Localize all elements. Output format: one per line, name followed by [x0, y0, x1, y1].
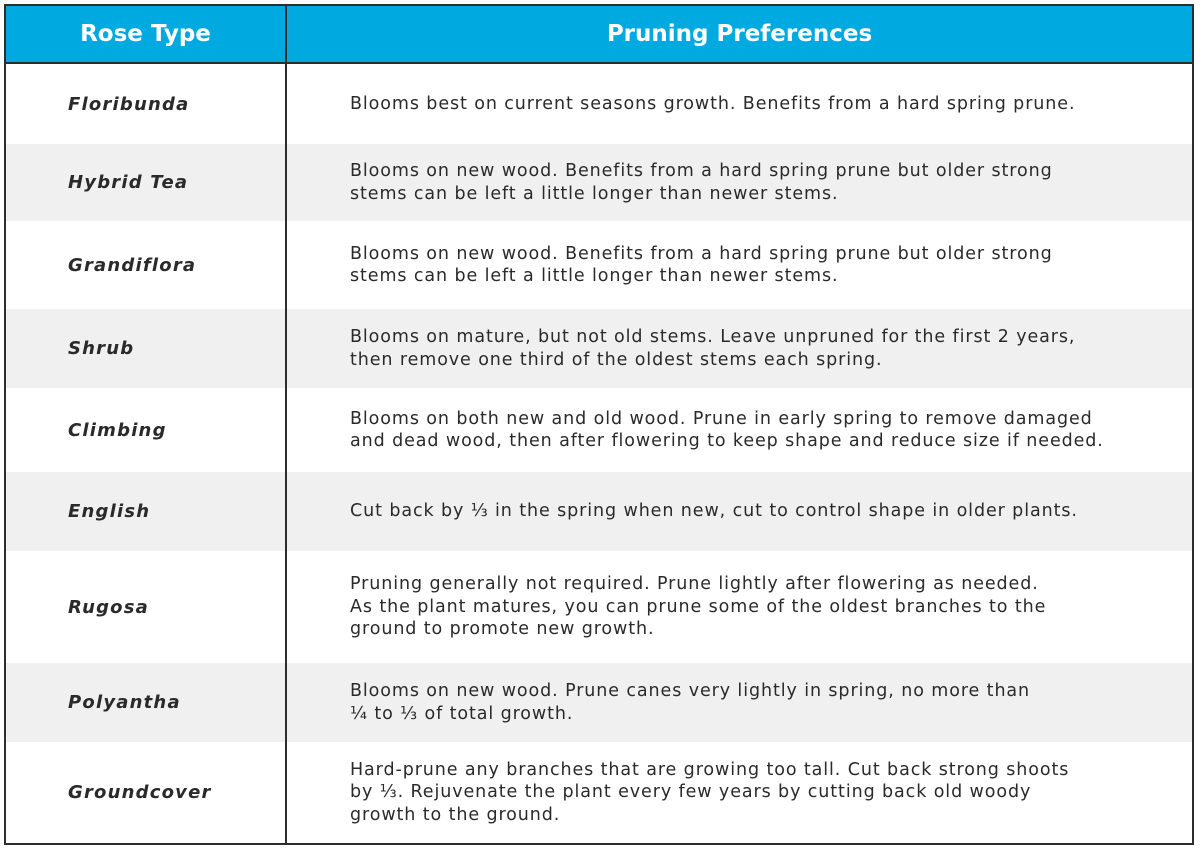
pruning-line: Blooms on both new and old wood. Prune in early spring to remove damaged [350, 408, 1093, 429]
pruning-line: ground to promote new growth. [350, 619, 655, 640]
table-row [6, 64, 1192, 144]
pruning-cell [287, 221, 1192, 309]
pruning-line: Pruning generally not required. Prune lightly after flowering as needed. [350, 574, 1039, 595]
pruning-cell [287, 388, 1192, 472]
rose-type-cell: Polyantha [6, 663, 287, 742]
table-row [6, 221, 1192, 309]
table-row [6, 309, 1192, 388]
pruning-line: growth to the ground. [350, 804, 561, 825]
table-row [6, 472, 1192, 551]
pruning-cell [287, 309, 1192, 388]
header-pruning-preferences: Pruning Preferences [606, 21, 873, 47]
table-row [6, 742, 1192, 843]
pruning-line: stems can be left a little longer than newer stems. [350, 183, 839, 204]
table-header [6, 6, 1192, 64]
pruning-line: Blooms on new wood. Benefits from a hard spring prune but older strong [350, 243, 1053, 264]
pruning-line: stems can be left a little longer than newer stems. [350, 266, 839, 286]
pruning-cell [287, 742, 1192, 843]
table-row [6, 663, 1192, 742]
pruning-cell [287, 144, 1192, 221]
pruning-line: Blooms on new wood. Benefits from a hard spring prune but older strong [350, 161, 1053, 181]
pruning-line: ¼ to ⅓ of total growth. [350, 703, 574, 724]
pruning-line: Cut back by ⅓ in the spring when new, cut to control shape in older plants. [350, 501, 1078, 522]
pruning-line: by ⅓. Rejuvenate the plant every few years by cutting back old woody [350, 782, 1032, 803]
pruning-line: Blooms best on current seasons growth. Benefits from a hard spring prune. [350, 93, 1076, 114]
pruning-line: Blooms on new wood. Prune canes very lightly in spring, no more than [350, 681, 1031, 701]
table-body [6, 64, 1192, 843]
rose-type-cell: Floribunda [6, 64, 287, 144]
rose-type-cell: Climbing [6, 388, 287, 472]
pruning-cell [287, 663, 1192, 742]
pruning-cell [287, 64, 1192, 144]
pruning-line: then remove one third of the oldest stems each spring. [350, 349, 883, 370]
rose-type-cell: English [6, 472, 287, 551]
rose-type-cell: Grandiflora [6, 221, 287, 309]
rose-type-cell: Groundcover [6, 742, 287, 843]
rose-type-cell: Hybrid Tea [6, 144, 287, 221]
table-row [6, 551, 1192, 663]
pruning-cell [287, 472, 1192, 551]
table-row [6, 388, 1192, 472]
pruning-line: Blooms on mature, but not old stems. Leave unpruned for the first 2 years, [350, 327, 1076, 347]
rose-type-cell: Shrub [6, 309, 287, 388]
pruning-line: Hard-prune any branches that are growing too tall. Cut back strong shoots [350, 759, 1070, 780]
pruning-line: As the plant matures, you can prune some of the oldest branches to the [350, 596, 1047, 617]
header-rose-type: Rose Type [6, 6, 287, 62]
rose-type-cell: Rugosa [6, 551, 287, 663]
pruning-cell [287, 551, 1192, 663]
pruning-line: and dead wood, then after flowering to keep shape and reduce size if needed. [350, 431, 1104, 451]
pruning-table [4, 4, 1194, 845]
table-row [6, 144, 1192, 221]
